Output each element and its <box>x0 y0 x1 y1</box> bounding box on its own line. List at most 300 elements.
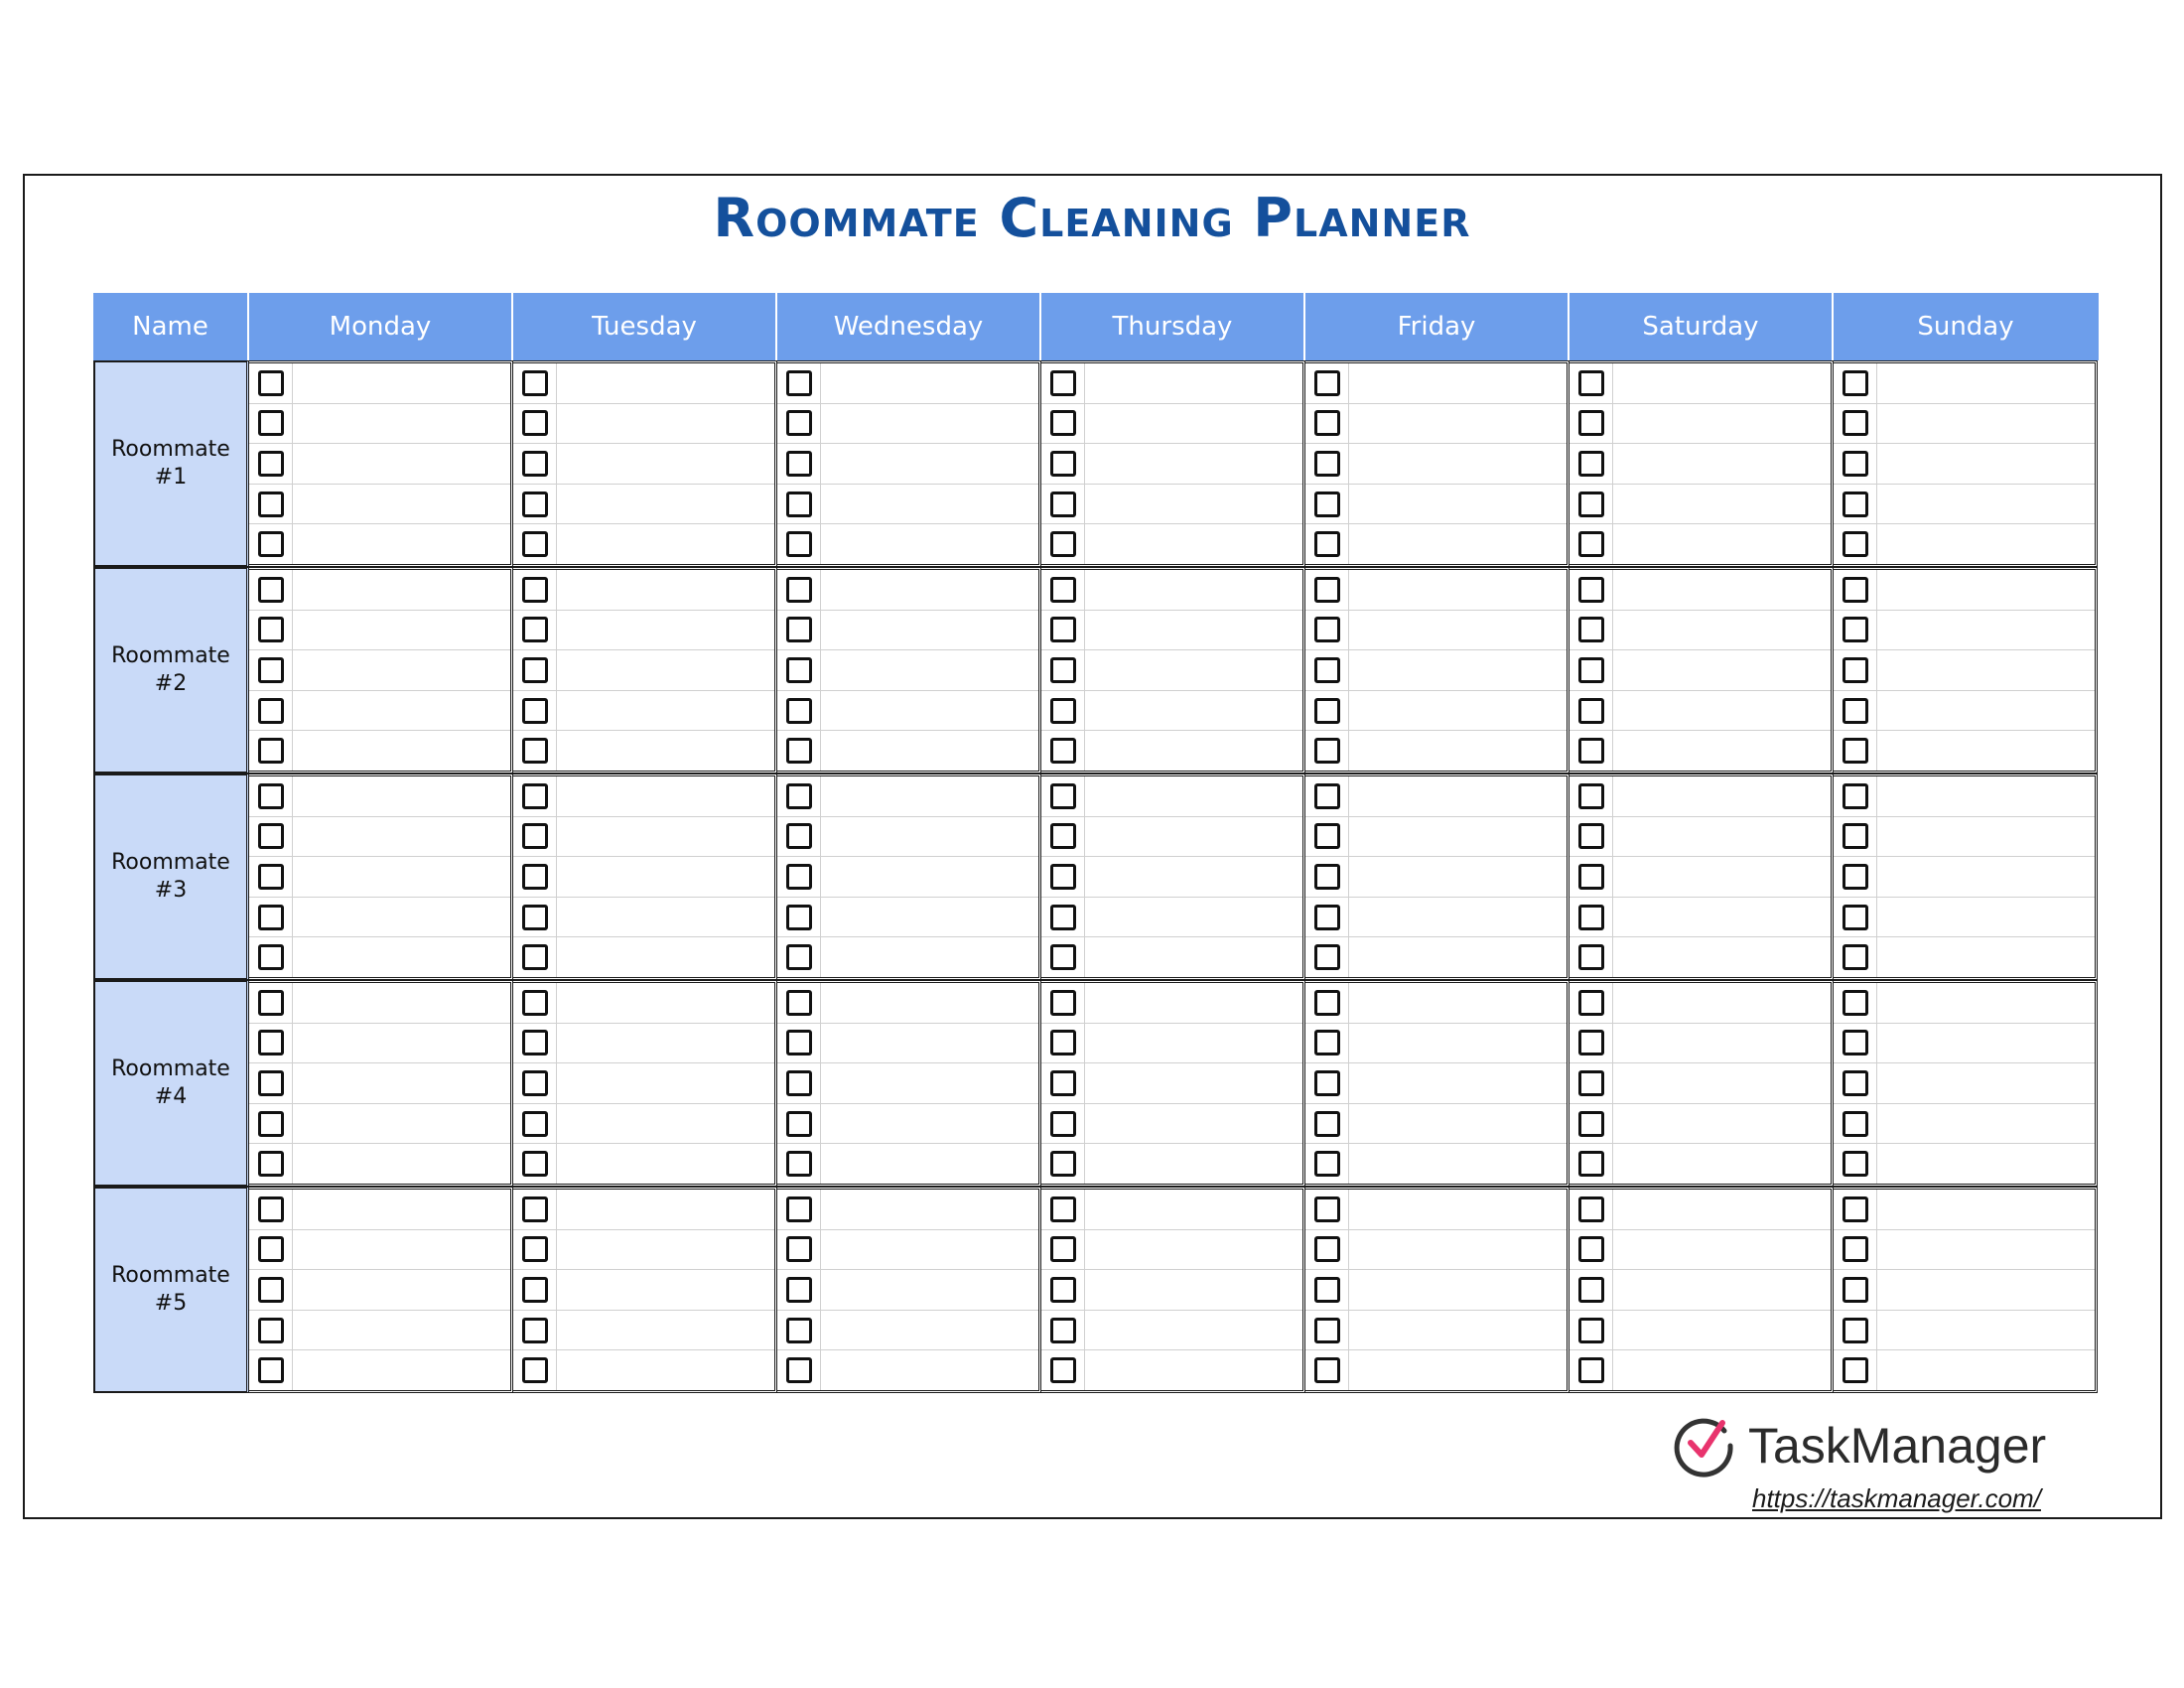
task-text-field[interactable] <box>1085 1230 1302 1270</box>
task-text-field[interactable] <box>821 1063 1038 1103</box>
task-checkbox[interactable] <box>522 905 548 930</box>
task-text-field[interactable] <box>1613 937 1831 977</box>
task-checkbox[interactable] <box>258 492 284 517</box>
task-text-field[interactable] <box>293 1270 510 1310</box>
task-text-field[interactable] <box>1613 731 1831 771</box>
task-checkbox[interactable] <box>1050 864 1076 890</box>
task-checkbox[interactable] <box>522 738 548 764</box>
task-checkbox[interactable] <box>1050 1357 1076 1383</box>
task-checkbox[interactable] <box>1314 617 1340 642</box>
task-checkbox[interactable] <box>522 1070 548 1096</box>
task-text-field[interactable] <box>557 731 774 771</box>
task-text-field[interactable] <box>1085 898 1302 937</box>
task-text-field[interactable] <box>557 937 774 977</box>
task-text-field[interactable] <box>821 570 1038 610</box>
task-checkbox[interactable] <box>1578 1070 1604 1096</box>
task-text-field[interactable] <box>293 485 510 524</box>
task-checkbox[interactable] <box>1578 451 1604 477</box>
task-checkbox[interactable] <box>1050 1236 1076 1262</box>
task-checkbox[interactable] <box>1314 1236 1340 1262</box>
task-checkbox[interactable] <box>258 1357 284 1383</box>
task-checkbox[interactable] <box>786 1196 812 1222</box>
task-text-field[interactable] <box>1613 1311 1831 1350</box>
task-text-field[interactable] <box>1877 857 2095 897</box>
task-checkbox[interactable] <box>1314 577 1340 603</box>
task-text-field[interactable] <box>821 1311 1038 1350</box>
task-text-field[interactable] <box>1349 524 1567 564</box>
task-text-field[interactable] <box>1085 1063 1302 1103</box>
task-text-field[interactable] <box>557 1063 774 1103</box>
task-checkbox[interactable] <box>1050 1030 1076 1055</box>
task-checkbox[interactable] <box>1314 1151 1340 1177</box>
task-text-field[interactable] <box>557 444 774 484</box>
task-checkbox[interactable] <box>1314 1357 1340 1383</box>
task-text-field[interactable] <box>821 937 1038 977</box>
task-text-field[interactable] <box>293 1230 510 1270</box>
task-checkbox[interactable] <box>1843 944 1868 970</box>
task-text-field[interactable] <box>1613 1190 1831 1229</box>
task-checkbox[interactable] <box>522 1151 548 1177</box>
task-text-field[interactable] <box>1085 937 1302 977</box>
task-checkbox[interactable] <box>1843 1151 1868 1177</box>
task-text-field[interactable] <box>557 650 774 690</box>
task-text-field[interactable] <box>1085 363 1302 403</box>
task-text-field[interactable] <box>293 1024 510 1063</box>
task-text-field[interactable] <box>557 691 774 731</box>
task-text-field[interactable] <box>1877 817 2095 857</box>
task-checkbox[interactable] <box>1843 1070 1868 1096</box>
task-checkbox[interactable] <box>1578 617 1604 642</box>
task-checkbox[interactable] <box>522 1030 548 1055</box>
task-checkbox[interactable] <box>1578 492 1604 517</box>
task-text-field[interactable] <box>1349 1350 1567 1390</box>
task-text-field[interactable] <box>293 691 510 731</box>
task-text-field[interactable] <box>1085 485 1302 524</box>
task-text-field[interactable] <box>1613 1063 1831 1103</box>
task-checkbox[interactable] <box>1578 1111 1604 1137</box>
task-checkbox[interactable] <box>258 783 284 809</box>
task-text-field[interactable] <box>1085 404 1302 444</box>
task-checkbox[interactable] <box>1843 905 1868 930</box>
task-text-field[interactable] <box>1349 1144 1567 1184</box>
task-text-field[interactable] <box>293 611 510 650</box>
task-checkbox[interactable] <box>522 823 548 849</box>
task-text-field[interactable] <box>557 776 774 816</box>
task-checkbox[interactable] <box>258 738 284 764</box>
task-text-field[interactable] <box>557 611 774 650</box>
task-text-field[interactable] <box>557 857 774 897</box>
task-checkbox[interactable] <box>258 1070 284 1096</box>
task-text-field[interactable] <box>1877 1230 2095 1270</box>
task-text-field[interactable] <box>1085 776 1302 816</box>
task-checkbox[interactable] <box>786 944 812 970</box>
task-checkbox[interactable] <box>258 864 284 890</box>
task-text-field[interactable] <box>1085 857 1302 897</box>
task-text-field[interactable] <box>821 898 1038 937</box>
task-text-field[interactable] <box>1349 731 1567 771</box>
task-checkbox[interactable] <box>786 1111 812 1137</box>
task-text-field[interactable] <box>557 1270 774 1310</box>
task-checkbox[interactable] <box>1050 370 1076 396</box>
task-text-field[interactable] <box>1349 444 1567 484</box>
task-text-field[interactable] <box>1877 650 2095 690</box>
task-text-field[interactable] <box>1877 776 2095 816</box>
task-text-field[interactable] <box>1349 691 1567 731</box>
task-checkbox[interactable] <box>1314 698 1340 724</box>
task-checkbox[interactable] <box>1843 1318 1868 1343</box>
task-text-field[interactable] <box>1877 1063 2095 1103</box>
task-text-field[interactable] <box>1349 1270 1567 1310</box>
task-checkbox[interactable] <box>522 864 548 890</box>
task-checkbox[interactable] <box>1578 1318 1604 1343</box>
task-checkbox[interactable] <box>1050 905 1076 930</box>
task-checkbox[interactable] <box>1578 370 1604 396</box>
task-checkbox[interactable] <box>1843 990 1868 1016</box>
task-checkbox[interactable] <box>1578 823 1604 849</box>
task-text-field[interactable] <box>1877 570 2095 610</box>
task-text-field[interactable] <box>1085 1270 1302 1310</box>
task-checkbox[interactable] <box>1843 1277 1868 1303</box>
task-checkbox[interactable] <box>258 410 284 436</box>
task-text-field[interactable] <box>1877 404 2095 444</box>
task-checkbox[interactable] <box>786 1357 812 1383</box>
task-checkbox[interactable] <box>522 451 548 477</box>
task-text-field[interactable] <box>1613 817 1831 857</box>
task-checkbox[interactable] <box>1314 905 1340 930</box>
task-checkbox[interactable] <box>786 1236 812 1262</box>
task-checkbox[interactable] <box>1843 492 1868 517</box>
task-text-field[interactable] <box>557 1311 774 1350</box>
task-text-field[interactable] <box>293 1104 510 1144</box>
task-text-field[interactable] <box>1349 898 1567 937</box>
task-checkbox[interactable] <box>1314 451 1340 477</box>
task-text-field[interactable] <box>557 1350 774 1390</box>
task-text-field[interactable] <box>821 524 1038 564</box>
brand-url-link[interactable]: https://taskmanager.com/ <box>1752 1483 2041 1513</box>
task-checkbox[interactable] <box>1843 783 1868 809</box>
task-text-field[interactable] <box>821 691 1038 731</box>
task-text-field[interactable] <box>1349 1024 1567 1063</box>
task-checkbox[interactable] <box>1050 1111 1076 1137</box>
task-text-field[interactable] <box>557 1230 774 1270</box>
task-text-field[interactable] <box>821 444 1038 484</box>
task-text-field[interactable] <box>1613 1144 1831 1184</box>
task-checkbox[interactable] <box>786 492 812 517</box>
task-checkbox[interactable] <box>1050 492 1076 517</box>
task-checkbox[interactable] <box>258 1196 284 1222</box>
task-checkbox[interactable] <box>1843 1111 1868 1137</box>
task-checkbox[interactable] <box>1050 1151 1076 1177</box>
task-text-field[interactable] <box>1613 776 1831 816</box>
task-text-field[interactable] <box>821 731 1038 771</box>
task-checkbox[interactable] <box>1314 1277 1340 1303</box>
task-text-field[interactable] <box>821 650 1038 690</box>
task-checkbox[interactable] <box>1843 410 1868 436</box>
task-checkbox[interactable] <box>1314 1318 1340 1343</box>
task-text-field[interactable] <box>1349 1311 1567 1350</box>
task-checkbox[interactable] <box>522 370 548 396</box>
task-checkbox[interactable] <box>522 1277 548 1303</box>
task-text-field[interactable] <box>1085 1311 1302 1350</box>
task-checkbox[interactable] <box>1050 617 1076 642</box>
task-checkbox[interactable] <box>522 577 548 603</box>
task-text-field[interactable] <box>293 1311 510 1350</box>
task-text-field[interactable] <box>1877 611 2095 650</box>
task-checkbox[interactable] <box>258 531 284 557</box>
task-text-field[interactable] <box>1349 1230 1567 1270</box>
task-checkbox[interactable] <box>258 1318 284 1343</box>
task-text-field[interactable] <box>293 817 510 857</box>
task-checkbox[interactable] <box>1314 738 1340 764</box>
task-checkbox[interactable] <box>1050 990 1076 1016</box>
task-text-field[interactable] <box>821 857 1038 897</box>
task-text-field[interactable] <box>821 404 1038 444</box>
task-text-field[interactable] <box>821 485 1038 524</box>
task-checkbox[interactable] <box>522 1318 548 1343</box>
task-checkbox[interactable] <box>786 905 812 930</box>
task-checkbox[interactable] <box>1843 1030 1868 1055</box>
task-text-field[interactable] <box>1877 524 2095 564</box>
task-text-field[interactable] <box>821 1350 1038 1390</box>
task-checkbox[interactable] <box>1050 1277 1076 1303</box>
task-text-field[interactable] <box>1613 691 1831 731</box>
task-text-field[interactable] <box>1613 1270 1831 1310</box>
task-checkbox[interactable] <box>1314 657 1340 683</box>
task-text-field[interactable] <box>821 983 1038 1023</box>
task-text-field[interactable] <box>1085 650 1302 690</box>
task-checkbox[interactable] <box>1314 492 1340 517</box>
task-text-field[interactable] <box>293 570 510 610</box>
task-checkbox[interactable] <box>1314 864 1340 890</box>
task-checkbox[interactable] <box>786 617 812 642</box>
task-checkbox[interactable] <box>786 1070 812 1096</box>
task-checkbox[interactable] <box>1843 370 1868 396</box>
task-text-field[interactable] <box>1613 1230 1831 1270</box>
task-text-field[interactable] <box>821 1104 1038 1144</box>
task-checkbox[interactable] <box>258 823 284 849</box>
task-checkbox[interactable] <box>258 1277 284 1303</box>
task-checkbox[interactable] <box>522 783 548 809</box>
task-text-field[interactable] <box>1085 611 1302 650</box>
task-text-field[interactable] <box>821 1144 1038 1184</box>
task-checkbox[interactable] <box>258 370 284 396</box>
task-text-field[interactable] <box>1877 485 2095 524</box>
task-text-field[interactable] <box>1613 570 1831 610</box>
task-text-field[interactable] <box>1613 444 1831 484</box>
task-checkbox[interactable] <box>258 990 284 1016</box>
task-text-field[interactable] <box>293 1350 510 1390</box>
task-text-field[interactable] <box>557 485 774 524</box>
task-checkbox[interactable] <box>786 370 812 396</box>
task-checkbox[interactable] <box>1843 1196 1868 1222</box>
task-text-field[interactable] <box>1349 485 1567 524</box>
task-checkbox[interactable] <box>1843 823 1868 849</box>
task-text-field[interactable] <box>1613 1024 1831 1063</box>
task-checkbox[interactable] <box>786 1151 812 1177</box>
task-text-field[interactable] <box>1613 1350 1831 1390</box>
task-checkbox[interactable] <box>1578 864 1604 890</box>
task-checkbox[interactable] <box>786 531 812 557</box>
task-text-field[interactable] <box>821 1230 1038 1270</box>
task-text-field[interactable] <box>1085 983 1302 1023</box>
task-checkbox[interactable] <box>258 657 284 683</box>
task-checkbox[interactable] <box>258 617 284 642</box>
task-checkbox[interactable] <box>522 944 548 970</box>
task-checkbox[interactable] <box>1314 1196 1340 1222</box>
task-text-field[interactable] <box>1877 937 2095 977</box>
task-text-field[interactable] <box>293 524 510 564</box>
task-text-field[interactable] <box>1613 611 1831 650</box>
task-text-field[interactable] <box>821 776 1038 816</box>
task-checkbox[interactable] <box>1050 410 1076 436</box>
task-text-field[interactable] <box>1877 1104 2095 1144</box>
task-checkbox[interactable] <box>258 577 284 603</box>
task-checkbox[interactable] <box>258 451 284 477</box>
task-text-field[interactable] <box>557 404 774 444</box>
task-text-field[interactable] <box>1085 691 1302 731</box>
task-text-field[interactable] <box>293 937 510 977</box>
task-checkbox[interactable] <box>1050 698 1076 724</box>
task-text-field[interactable] <box>1613 524 1831 564</box>
task-text-field[interactable] <box>1349 1190 1567 1229</box>
task-text-field[interactable] <box>293 650 510 690</box>
task-text-field[interactable] <box>1349 611 1567 650</box>
task-text-field[interactable] <box>821 817 1038 857</box>
task-text-field[interactable] <box>557 983 774 1023</box>
task-text-field[interactable] <box>1613 363 1831 403</box>
task-checkbox[interactable] <box>786 451 812 477</box>
task-text-field[interactable] <box>1349 776 1567 816</box>
task-checkbox[interactable] <box>1843 531 1868 557</box>
task-text-field[interactable] <box>1877 1311 2095 1350</box>
task-checkbox[interactable] <box>258 698 284 724</box>
task-checkbox[interactable] <box>522 1357 548 1383</box>
task-checkbox[interactable] <box>1578 577 1604 603</box>
task-checkbox[interactable] <box>1843 738 1868 764</box>
task-checkbox[interactable] <box>1050 738 1076 764</box>
task-checkbox[interactable] <box>522 698 548 724</box>
task-checkbox[interactable] <box>1843 864 1868 890</box>
task-text-field[interactable] <box>821 1270 1038 1310</box>
task-checkbox[interactable] <box>1050 577 1076 603</box>
task-checkbox[interactable] <box>1578 1277 1604 1303</box>
task-checkbox[interactable] <box>786 990 812 1016</box>
task-text-field[interactable] <box>1085 570 1302 610</box>
task-checkbox[interactable] <box>1843 577 1868 603</box>
task-checkbox[interactable] <box>522 492 548 517</box>
task-checkbox[interactable] <box>1050 1196 1076 1222</box>
task-text-field[interactable] <box>293 1190 510 1229</box>
task-checkbox[interactable] <box>786 657 812 683</box>
task-checkbox[interactable] <box>1578 783 1604 809</box>
task-checkbox[interactable] <box>786 1277 812 1303</box>
task-checkbox[interactable] <box>1578 990 1604 1016</box>
task-text-field[interactable] <box>557 817 774 857</box>
task-checkbox[interactable] <box>1578 531 1604 557</box>
task-text-field[interactable] <box>1613 650 1831 690</box>
task-checkbox[interactable] <box>522 617 548 642</box>
task-text-field[interactable] <box>1877 983 2095 1023</box>
task-checkbox[interactable] <box>1578 1357 1604 1383</box>
task-checkbox[interactable] <box>1314 370 1340 396</box>
task-text-field[interactable] <box>293 444 510 484</box>
task-checkbox[interactable] <box>1843 698 1868 724</box>
task-text-field[interactable] <box>293 898 510 937</box>
task-checkbox[interactable] <box>786 698 812 724</box>
task-checkbox[interactable] <box>1843 617 1868 642</box>
task-checkbox[interactable] <box>1578 738 1604 764</box>
task-checkbox[interactable] <box>786 1318 812 1343</box>
task-checkbox[interactable] <box>1050 944 1076 970</box>
task-text-field[interactable] <box>293 404 510 444</box>
task-text-field[interactable] <box>821 1190 1038 1229</box>
task-checkbox[interactable] <box>1314 944 1340 970</box>
task-checkbox[interactable] <box>1578 1236 1604 1262</box>
task-checkbox[interactable] <box>786 410 812 436</box>
task-checkbox[interactable] <box>1050 1318 1076 1343</box>
task-checkbox[interactable] <box>522 657 548 683</box>
task-text-field[interactable] <box>1349 983 1567 1023</box>
task-text-field[interactable] <box>1085 1144 1302 1184</box>
task-text-field[interactable] <box>557 363 774 403</box>
task-text-field[interactable] <box>1349 1063 1567 1103</box>
task-text-field[interactable] <box>1349 404 1567 444</box>
task-text-field[interactable] <box>1613 983 1831 1023</box>
task-text-field[interactable] <box>293 731 510 771</box>
task-checkbox[interactable] <box>522 990 548 1016</box>
task-checkbox[interactable] <box>1314 990 1340 1016</box>
task-checkbox[interactable] <box>1578 410 1604 436</box>
task-text-field[interactable] <box>1613 898 1831 937</box>
task-checkbox[interactable] <box>258 1236 284 1262</box>
task-checkbox[interactable] <box>1050 531 1076 557</box>
task-text-field[interactable] <box>1877 731 2095 771</box>
task-checkbox[interactable] <box>258 1151 284 1177</box>
task-checkbox[interactable] <box>1314 1030 1340 1055</box>
task-text-field[interactable] <box>1877 1350 2095 1390</box>
task-text-field[interactable] <box>1349 857 1567 897</box>
task-text-field[interactable] <box>1085 1190 1302 1229</box>
task-checkbox[interactable] <box>1314 823 1340 849</box>
task-checkbox[interactable] <box>1578 905 1604 930</box>
task-checkbox[interactable] <box>1314 1111 1340 1137</box>
task-checkbox[interactable] <box>786 1030 812 1055</box>
task-checkbox[interactable] <box>1843 1357 1868 1383</box>
task-text-field[interactable] <box>1877 1024 2095 1063</box>
task-checkbox[interactable] <box>1050 823 1076 849</box>
task-text-field[interactable] <box>1085 1104 1302 1144</box>
task-checkbox[interactable] <box>1843 657 1868 683</box>
task-text-field[interactable] <box>557 1144 774 1184</box>
task-text-field[interactable] <box>557 524 774 564</box>
task-text-field[interactable] <box>1877 1190 2095 1229</box>
task-checkbox[interactable] <box>522 1236 548 1262</box>
task-text-field[interactable] <box>557 898 774 937</box>
task-checkbox[interactable] <box>1578 1196 1604 1222</box>
task-text-field[interactable] <box>1349 817 1567 857</box>
task-checkbox[interactable] <box>522 410 548 436</box>
task-checkbox[interactable] <box>1843 451 1868 477</box>
task-checkbox[interactable] <box>786 577 812 603</box>
task-text-field[interactable] <box>821 363 1038 403</box>
task-text-field[interactable] <box>1085 817 1302 857</box>
task-text-field[interactable] <box>1613 1104 1831 1144</box>
task-text-field[interactable] <box>1877 898 2095 937</box>
task-text-field[interactable] <box>1877 1144 2095 1184</box>
task-checkbox[interactable] <box>1578 944 1604 970</box>
task-checkbox[interactable] <box>522 1111 548 1137</box>
task-checkbox[interactable] <box>786 783 812 809</box>
